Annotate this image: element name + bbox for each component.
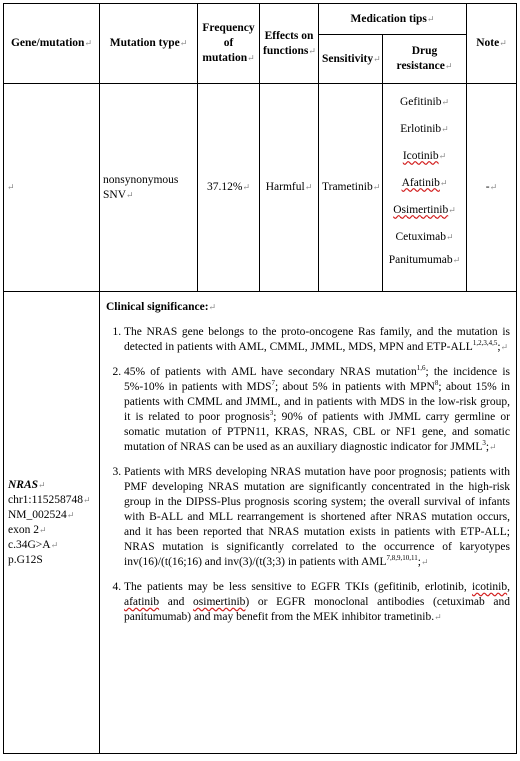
data-row bbox=[4, 84, 517, 292]
drug-item: Erlotinib↵ bbox=[400, 122, 449, 135]
cell-gene-empty: ↵ bbox=[4, 84, 100, 292]
cell-effects: Harmful↵ bbox=[260, 84, 319, 292]
header-note: Note↵ bbox=[467, 4, 517, 84]
clinical-item: 3. Patients with MRS developing NRAS mutation have poor prognosis; patients with PMF developing NRAS mutation are significantly concentrated in the high-risk group in the DIPSS-Plus prognosis scoring system; the overall survival of infants with B-ALL and MLL rearrangement is shortened after NRAS mutation occurs, and it has been reported that NRAS mutation exists in patients with ETP-ALL; NRAS mutation is significantly correlated to the occurrence of karyotypes inv(16)/(t(16;16) and inv(3)/(t(3;3) in patients with AML$^{7,8,9,10,11}$;↵ bbox=[124, 465, 510, 570]
header-drug-resistance: Drug resistance↵ bbox=[383, 35, 467, 84]
clinical-item: 4. The patients may be less sensitive to EGFR TKIs (gefitinib, erlotinib, icotinib, afatinib and osimertinib) or EGFR monoclonal antibodies (cetuximab and panitumumab) and may benefit from the MEK inhibitor trametinib.↵ bbox=[124, 580, 510, 625]
header-gene: Gene/mutation↵ bbox=[4, 4, 100, 84]
gene-cdna: c.34G>A bbox=[8, 538, 51, 551]
clinical-item: 1. The NRAS gene belongs to the proto-oncogene Ras family, and the mutation is detected in patients with AML, CMML, JMML, MDS, MPN and ETP-ALL$^{1,2,3,4,5}$;↵ bbox=[124, 325, 510, 355]
report-container bbox=[3, 3, 516, 754]
cell-clinical-significance bbox=[100, 292, 517, 754]
clinical-list bbox=[106, 325, 510, 625]
drug-item: Cetuximab↵ bbox=[395, 230, 454, 243]
drug-item: Afatinib↵ bbox=[401, 176, 448, 189]
clinical-item: 2. 45% of patients with AML have secondary NRAS mutation$^{1,6}$; the incidence is 5%-10% in patients with MDS$^7$; about 5% in patients with MPN$^8$; about 15% in patients with CMML and JMML, and in patients with MDS in the low-risk group, it is related to poor prognosis$^3$; 90% of patients with JMML carry germline or somatic mutation of PTPN11, KRAS, NRAS, CBL or NF1 gene, and somatic mutation of NRAS can be used as an auxiliary diagnostic indicator for JMML$^3$;↵ bbox=[124, 365, 510, 455]
header-row-top bbox=[4, 4, 517, 35]
cell-sensitivity: Trametinib↵ bbox=[319, 84, 383, 292]
gene-exon: exon 2 bbox=[8, 523, 39, 536]
cell-note: -↵ bbox=[467, 84, 517, 292]
gene-name: NRAS bbox=[8, 478, 39, 491]
drug-resistance-list bbox=[386, 89, 463, 287]
gene-position: chr1:115258748 bbox=[8, 493, 83, 506]
header-mutation-type: Mutation type↵ bbox=[100, 4, 198, 84]
header-medication-tips: Medication tips↵ bbox=[319, 4, 467, 35]
gene-transcript: NM_002524 bbox=[8, 508, 67, 521]
cell-mutation-type: nonsynonymous SNV↵ bbox=[100, 84, 198, 292]
drug-item: Icotinib↵ bbox=[402, 149, 447, 162]
drug-item: Gefitinib↵ bbox=[399, 95, 450, 108]
cell-frequency: 37.12%↵ bbox=[198, 84, 260, 292]
cell-gene-info: NRAS↵ chr1:115258748↵ NM_002524↵ exon 2↵ c.34G>A↵ p.G12S bbox=[4, 292, 100, 754]
clinical-title: Clinical significance:↵ bbox=[106, 301, 217, 313]
header-effects: Effects on functions↵ bbox=[260, 4, 319, 84]
cell-drug-resistance bbox=[383, 84, 467, 292]
drug-item: Panitumumab↵ bbox=[388, 253, 461, 266]
gene-protein: p.G12S bbox=[8, 553, 43, 566]
header-sensitivity: Sensitivity↵ bbox=[319, 35, 383, 84]
mutation-table bbox=[3, 3, 517, 754]
header-frequency: Frequency of mutation↵ bbox=[198, 4, 260, 84]
clinical-row bbox=[4, 292, 517, 754]
drug-item: Osimertinib↵ bbox=[393, 203, 456, 216]
